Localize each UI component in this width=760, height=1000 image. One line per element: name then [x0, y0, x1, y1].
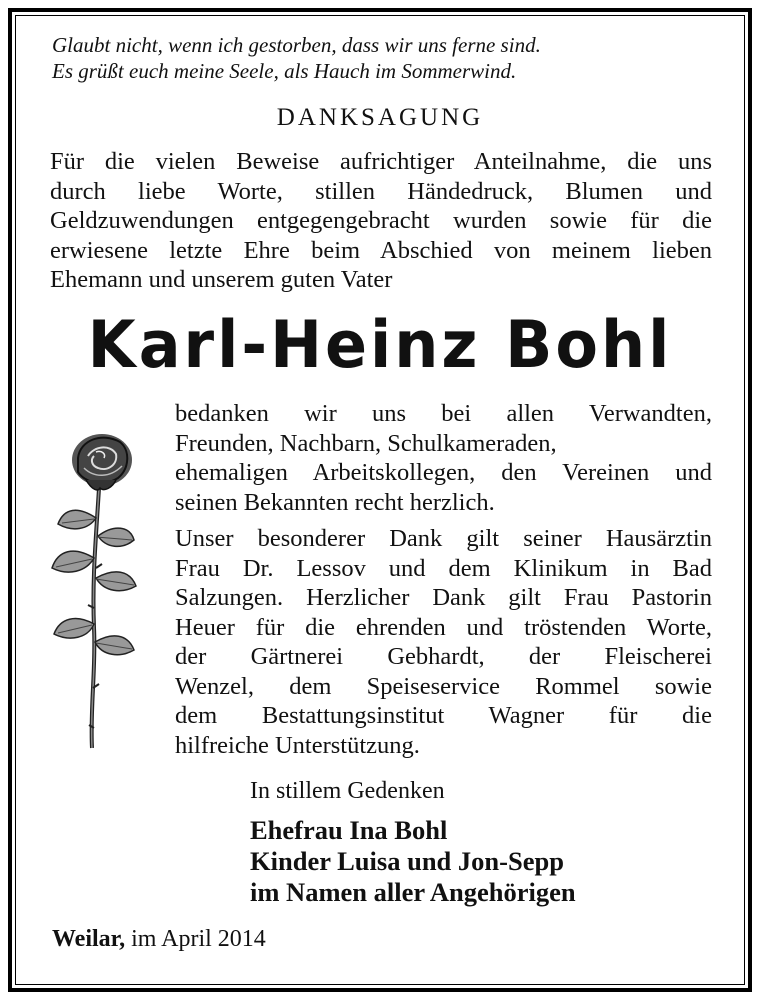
paragraph-line: Heuer für die ehrenden und tröstenden Worte,: [175, 613, 712, 641]
paragraph-line: Freunden, Nachbarn, Schulkameraden,: [175, 429, 557, 457]
paragraph-line: Frau Dr. Lessov und dem Klinikum in Bad: [175, 554, 712, 582]
heading: DANKSAGUNG: [276, 104, 484, 131]
signers: [250, 815, 576, 908]
paragraph-line: dem Bestattungsinstitut Wagner für die: [175, 702, 712, 729]
intro-line: Für die vielen Beweise aufrichtiger Anteilnahme, die uns: [50, 148, 712, 175]
intro-line: Geldzuwendungen entgegengebracht wurden sowie für die: [50, 207, 712, 234]
paragraph-line: Unser besonderer Dank gilt seiner Hausärztin: [175, 525, 712, 552]
paragraph-line: der Gärtnerei Gebhardt, der Fleischerei: [175, 643, 712, 670]
special-thanks-paragraph: [175, 524, 712, 760]
signer-line: Ehefrau Ina Bohl: [250, 815, 448, 845]
paragraph-line: Salzungen. Herzlicher Dank gilt Frau Pastorin: [175, 584, 712, 611]
place-date: [52, 926, 266, 953]
deceased-name: Karl-Heinz Bohl: [87, 306, 673, 383]
thanks-paragraph: [175, 399, 712, 517]
intro-line: Ehemann und unserem guten Vater: [50, 266, 393, 293]
signer-line: Kinder Luisa und Jon-Sepp: [250, 846, 564, 876]
motto: [52, 32, 712, 84]
intro-line: erwiesene letzte Ehre beim Abschied von meinem lieben: [50, 236, 712, 264]
rose-icon: [44, 428, 144, 758]
closing-phrase: In stillem Gedenken: [250, 778, 445, 804]
date: im April 2014: [131, 926, 266, 952]
motto-line: Glaubt nicht, wenn ich gestorben, dass wir uns ferne sind.: [52, 33, 541, 57]
paragraph-line: bedanken wir uns bei allen Verwandten,: [175, 400, 712, 427]
place: Weilar,: [52, 926, 126, 952]
paragraph-line: seinen Bekannten recht herzlich.: [175, 488, 495, 516]
signer-line: im Namen aller Angehörigen: [250, 877, 576, 907]
intro-paragraph: [50, 147, 712, 295]
paragraph-line: ehemaligen Arbeitskollegen, den Vereinen und: [175, 459, 712, 486]
intro-line: durch liebe Worte, stillen Händedruck, Blumen und: [50, 177, 712, 205]
motto-line: Es grüßt euch meine Seele, als Hauch im Sommerwind.: [52, 59, 517, 83]
paragraph-line: Wenzel, dem Speiseservice Rommel sowie: [175, 672, 712, 700]
paragraph-line: hilfreiche Unterstützung.: [175, 731, 420, 759]
